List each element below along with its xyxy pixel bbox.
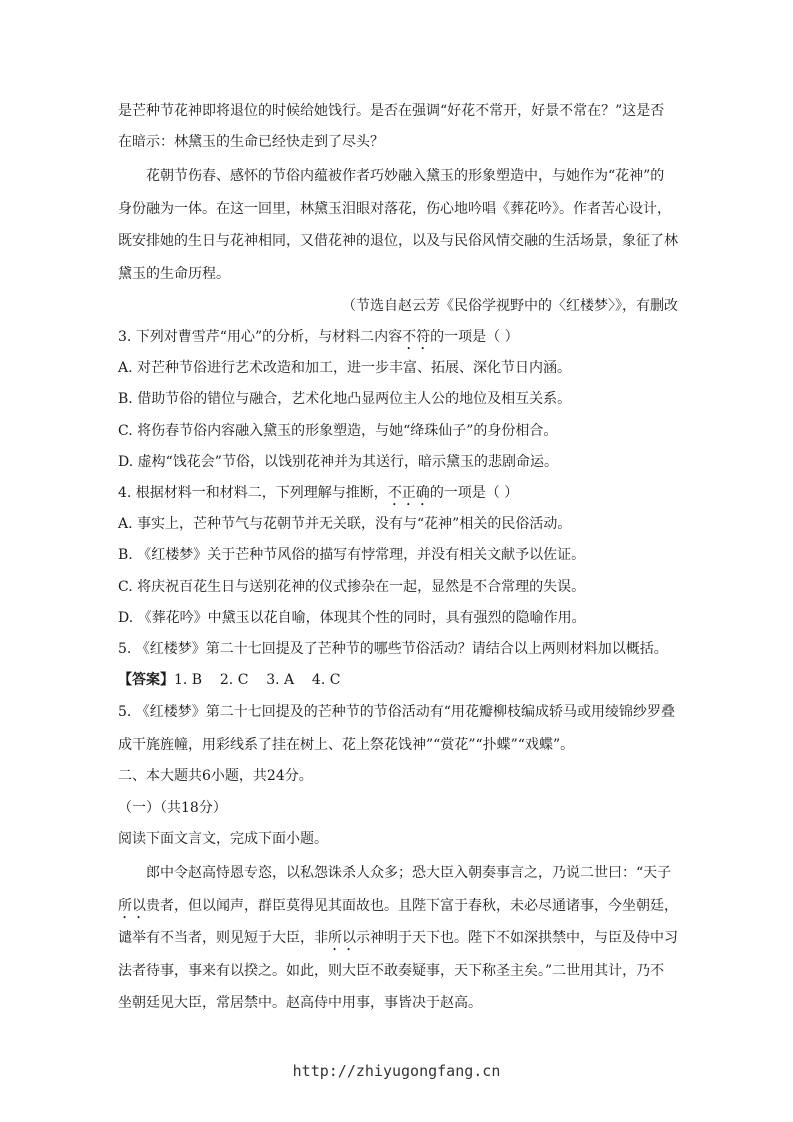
answer-keys: 1. B 2. C 3. A 4. C bbox=[174, 672, 341, 689]
question-4-stem bbox=[118, 478, 678, 509]
classical-emphasis-1: 所以 bbox=[118, 897, 146, 914]
answer-q5: 5. 《红楼梦》第二十七回提及的芒种节的节俗活动有“用花瓣柳枝编成轿马或用绫锦纱罗叠成干旄旌幢，用彩线系了挂在树上、花上祭花饯神”“赏花”“扑蝶”“戏蝶”。 bbox=[118, 704, 675, 753]
material2-line2: 在暗示：林黛玉的生命已经快走到了尽头？ bbox=[118, 134, 384, 150]
question-3-option-a: A. 对芒种节俗进行艺术改造和加工，进一步丰富、拓展、深化节日内涵。 bbox=[118, 360, 572, 377]
footer-url: http://zhiyugongfang.cn bbox=[292, 1062, 501, 1080]
question-5-stem: 5. 《红楼梦》第二十七回提及了芒种节的哪些节俗活动？请结合以上两则材料加以概括。 bbox=[118, 641, 668, 658]
question-4-option-d: D. 《葬花吟》中黛玉以花自喻，体现其个性的同时，具有强烈的隐喻作用。 bbox=[118, 609, 586, 626]
classical-line-2 bbox=[118, 890, 678, 923]
classical-line-5: 坐朝廷见大臣，常居禁中。赵高侍中用事，事皆决于赵高。 bbox=[118, 995, 482, 1012]
classical-emphasis-2: 所以 bbox=[328, 930, 356, 947]
material2-paragraph: 花朝节伤春、感怀的节俗内蕴被作者巧妙融入黛玉的形象塑造中，与她作为“花神”的身份融为一体。在这一回里，林黛玉泪眼对落花，伤心地吟唱《葬花吟》。作者苦心设计，既安排她的生日与花神相同，又借花神的退位，以及与民俗风情交融的生活场景，象征了林黛玉的生命历程。 bbox=[118, 168, 678, 282]
source-citation: （节选自赵云芳《民俗学视野中的〈红楼梦〉》，有删改 bbox=[342, 298, 678, 314]
question-3-option-b: B. 借助节俗的错位与融合，艺术化地凸显两位主人公的地位及相互关系。 bbox=[118, 391, 572, 408]
q3-emphasis: 不符 bbox=[402, 329, 431, 345]
section-heading: 二、本大题共6小题，共24分。 bbox=[118, 768, 313, 785]
question-3-option-d: D. 虚构“饯花会”节俗，以饯别花神并为其送行，暗示黛玉的悲剧命运。 bbox=[118, 453, 558, 470]
classical-line-3-a: 谴举有不当者，则见短于大臣，非 bbox=[118, 930, 328, 947]
classical-line-3-b: 示神明于天下也。陛下不如深拱禁中，与臣及侍中习 bbox=[356, 930, 678, 947]
material2-line1: 是芒种节花神即将退位的时候给她饯行。是否在强调“好花不常开，好景不常在？”这是否 bbox=[118, 103, 665, 119]
question-4-option-a: A. 事实上，芒种节气与花朝节并无关联，没有与“花神”相关的民俗活动。 bbox=[118, 516, 572, 533]
classical-line-2-text: 贵者，但以闻声，群臣莫得见其面故也。且陛下富于春秋，未必尽通诸事，今坐朝廷， bbox=[146, 897, 678, 914]
question-4-option-c: C. 将庆祝百花生日与送别花神的仪式掺杂在一起，显然是不合常理的失误。 bbox=[118, 578, 586, 595]
subsection-heading: （一）（共18分） bbox=[118, 799, 227, 816]
question-3-option-c: C. 将伤春节俗内容融入黛玉的形象塑造，与她“绛珠仙子”的身份相合。 bbox=[118, 422, 558, 439]
answer-label: 【答案】 bbox=[118, 672, 174, 689]
q3-stem-b: 的一项是（ ） bbox=[430, 329, 519, 345]
classical-line-4: 法者待事，事来有以揆之。如此，则大臣不敢奏疑事，天下称圣主矣。”二世用其计，乃不 bbox=[118, 962, 665, 979]
classical-line-1: 郎中令赵高恃恩专恣，以私怨诛杀人众多；恐大臣入朝奏事言之，乃说二世曰：“天子 bbox=[146, 865, 672, 882]
q4-emphasis: 不正确 bbox=[387, 485, 430, 502]
answer-key bbox=[118, 665, 678, 696]
q4-stem-b: 的一项是（ ） bbox=[429, 485, 519, 502]
question-4-option-b: B. 《红楼梦》关于芒种节风俗的描写有悖常理，并没有相关文献予以佐证。 bbox=[118, 547, 586, 564]
question-3-stem bbox=[118, 322, 678, 353]
q4-stem-a: 4. 根据材料一和材料二，下列理解与推断， bbox=[118, 485, 388, 502]
q3-stem-a: 3. 下列对曹雪芹“用心”的分析，与材料二内容 bbox=[118, 329, 403, 345]
classical-line-3 bbox=[118, 922, 678, 955]
reading-instruction: 阅读下面文言文，完成下面小题。 bbox=[118, 830, 328, 847]
document-page bbox=[118, 96, 678, 1020]
